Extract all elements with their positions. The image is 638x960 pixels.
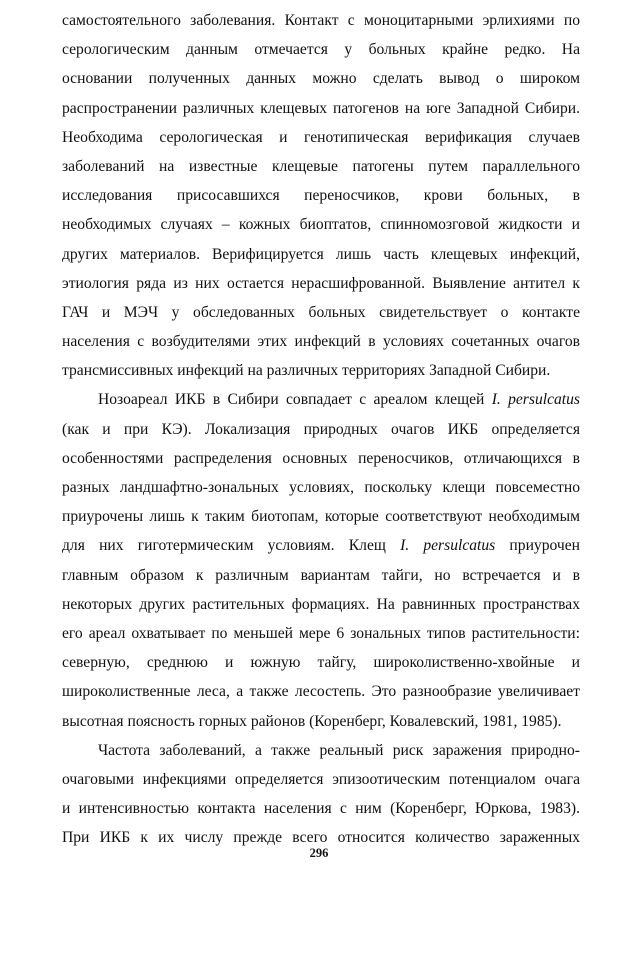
text-line: других материалов. Верифицируется лишь часть клещевых инфекций, xyxy=(62,245,580,263)
text-line: некоторых других растительных формациях. На равнинных пространствах xyxy=(62,595,580,613)
text-line: заболеваний на известные клещевые патогены путем параллельного xyxy=(62,157,580,175)
text-line: особенностями распределения основных переносчиков, отличающихся в xyxy=(62,449,580,467)
paragraph-first-line: Частота заболеваний, а также реальный риск заражения природно- xyxy=(98,741,580,759)
text-line: и интенсивностью контакта населения с ним (Коренберг, Юркова, 1983). xyxy=(62,800,580,818)
text-line: очаговыми инфекциями определяется эпизоотическим потенциалом очага xyxy=(62,770,580,788)
text-line: приурочены лишь к таким биотопам, которые соответствуют необходимым xyxy=(62,508,580,526)
text-line: Необходима серологическая и генотипическая верификация случаев xyxy=(62,128,580,146)
text-line: этиология ряда из них остается нерасшифрованной. Выявление антител к xyxy=(62,274,580,292)
text-run: Нозоареал ИКБ в Сибири совпадает с ареалом клещей xyxy=(98,391,492,409)
text-line: распространении различных клещевых патогенов на юге Западной Сибири. xyxy=(62,99,580,117)
text-line-mixed xyxy=(62,531,580,560)
text-line: необходимых случаях – кожных биоптатов, спинномозговой жидкости и xyxy=(62,216,580,234)
text-line: (как и при КЭ). Локализация природных очагов ИКБ определяется xyxy=(62,420,580,438)
species-name: I. persulcatus xyxy=(400,537,496,555)
text-run: для них гиготермическим условиям. Клещ xyxy=(62,537,401,555)
text-line: его ареал охватывает по меньшей мере 6 зональных типов растительности: xyxy=(62,624,580,642)
text-line: ГАЧ и МЭЧ у обследованных больных свидетельствует о контакте xyxy=(62,303,580,321)
text-line: широколиственные леса, а также лесостепь. Это разнообразие увеличивает xyxy=(62,683,580,701)
body-text xyxy=(62,6,580,852)
text-line: разных ландшафтно-зональных условиях, поскольку клещи повсеместно xyxy=(62,479,580,496)
text-line: населения с возбудителями этих инфекций в условиях сочетанных очагов xyxy=(62,333,580,351)
text-line: При ИКБ к их числу прежде всего относится количество зараженных xyxy=(62,829,580,847)
text-line: высотная поясность горных районов (Коренберг, Ковалевский, 1981, 1985). xyxy=(62,712,562,730)
paragraph-first-line xyxy=(62,385,580,414)
text-line: серологическим данным отмечается у больных крайне редко. На xyxy=(62,41,580,59)
text-line: главным образом к различным вариантам тайги, но встречается и в xyxy=(62,566,580,584)
text-line: трансмиссивных инфекций на различных территориях Западной Сибири. xyxy=(62,362,551,380)
species-name: I. persulcatus xyxy=(491,391,580,409)
text-line: основании полученных данных можно сделать вывод о широком xyxy=(62,70,580,88)
text-run: приурочен xyxy=(495,537,581,555)
text-line: северную, среднюю и южную тайгу, широколиственно-хвойные и xyxy=(62,654,580,672)
text-line: самостоятельного заболевания. Контакт с моноцитарными эрлихиями по xyxy=(62,12,580,29)
page-number: 296 xyxy=(309,846,329,860)
text-line: исследования присосавшихся переносчиков, крови больных, в xyxy=(62,187,580,205)
